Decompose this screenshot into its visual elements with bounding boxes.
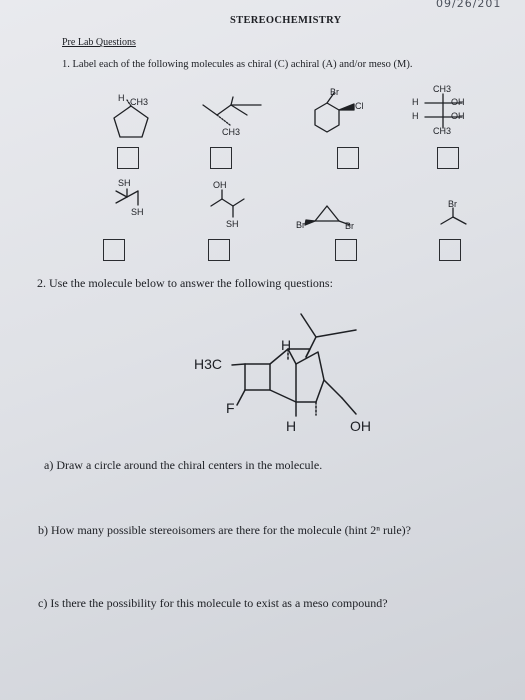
mol4-h1: H (412, 97, 419, 107)
molecule-dibromocyclopropane (305, 206, 350, 225)
handwritten-date: 09/26/201 (436, 0, 502, 10)
question-2c: c) Is there the possibility for this molecule to exist as a meso compound? (38, 596, 388, 610)
question-2a: a) Draw a circle around the chiral centers in the molecule. (44, 458, 323, 472)
q2-h3c-label: H3C (194, 356, 223, 372)
q2-oh-label: OH (350, 418, 371, 434)
mol6-oh: OH (213, 180, 227, 190)
molecule-dithiol (116, 189, 138, 205)
mol4-oh2: OH (451, 111, 465, 121)
mol1-ch3-label: CH3 (130, 97, 149, 107)
mol6-sh: SH (226, 219, 239, 229)
q2-f-label: F (226, 400, 235, 416)
page-title: STEREOCHEMISTRY (230, 15, 342, 26)
question-1-prompt: 1. Label each of the following molecules as chiral (C) achiral (A) and/or meso (M). (62, 59, 413, 70)
mol4-oh1: OH (451, 97, 465, 107)
mol7-br-right: Br (345, 221, 354, 231)
mol3-cl-label: Cl (355, 101, 364, 111)
answer-box-mol8[interactable] (439, 239, 461, 261)
mol5-sh-bottom: SH (131, 207, 144, 217)
question-2-prompt: 2. Use the molecule below to answer the following questions: (37, 276, 333, 290)
mol5-sh-top: SH (118, 178, 131, 188)
answer-box-mol3[interactable] (337, 147, 359, 169)
question-2b: b) How many possible stereoisomers are there for the molecule (hint 2ⁿ rule)? (38, 523, 411, 537)
section-heading: Pre Lab Questions (62, 37, 136, 48)
answer-box-mol5[interactable] (103, 239, 125, 261)
molecule-question-2 (232, 314, 356, 416)
mol4-top-ch3: CH3 (433, 84, 452, 94)
answer-box-mol2[interactable] (210, 147, 232, 169)
q2-h-bottom-label: H (286, 418, 297, 434)
molecule-cyclohexane-br-cl (315, 93, 354, 132)
molecule-branched-alkane (203, 97, 261, 125)
mol4-bottom-ch3: CH3 (433, 126, 452, 136)
mol3-br-label: Br (330, 87, 339, 97)
molecule-alcohol-thiol (211, 190, 244, 217)
mol1-h-label: H (118, 93, 125, 103)
mol4-h2: H (412, 111, 419, 121)
answer-box-mol7[interactable] (335, 239, 357, 261)
answer-box-mol6[interactable] (208, 239, 230, 261)
answer-box-mol4[interactable] (437, 147, 459, 169)
mol8-br: Br (448, 199, 457, 209)
mol7-br-left: Br (296, 220, 305, 230)
answer-box-mol1[interactable] (117, 147, 139, 169)
molecule-bromo-alkane (441, 208, 466, 224)
q2-h-top-label: H (281, 337, 292, 353)
mol2-ch3-label: CH3 (222, 127, 241, 137)
